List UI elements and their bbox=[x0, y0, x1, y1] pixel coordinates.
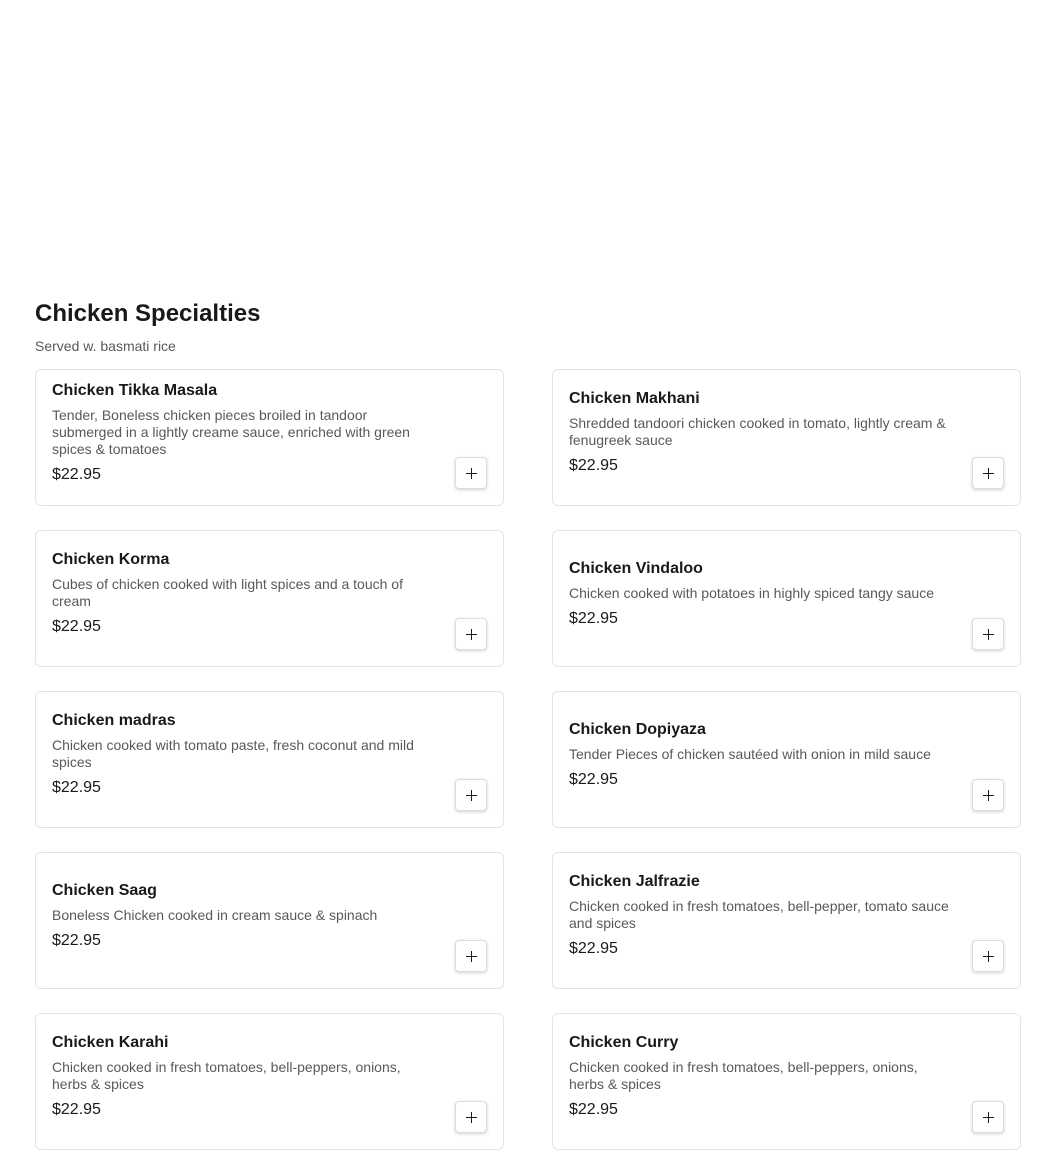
menu-item-description: Chicken cooked in fresh tomatoes, bell-pepper, tomato sauce and spices bbox=[569, 898, 949, 931]
menu-item-description: Chicken cooked with tomato paste, fresh coconut and mild spices bbox=[52, 737, 414, 770]
menu-item-card[interactable] bbox=[552, 691, 1021, 828]
menu-item-name: Chicken Tikka Masala bbox=[52, 381, 218, 399]
menu-item-price: $22.95 bbox=[52, 1101, 101, 1118]
menu-item-description: Tender Pieces of chicken sautéed with onion in mild sauce bbox=[569, 745, 931, 762]
add-item-button[interactable] bbox=[455, 618, 487, 650]
add-item-button[interactable] bbox=[455, 457, 487, 489]
menu-item-name: Chicken Makhani bbox=[569, 390, 700, 407]
menu-item-name: Chicken Dopiyaza bbox=[569, 720, 706, 738]
menu-item-name: Chicken Jalfrazie bbox=[569, 873, 700, 890]
plus-icon bbox=[466, 951, 477, 962]
menu-item-name: Chicken Vindaloo bbox=[569, 559, 703, 577]
add-item-button[interactable] bbox=[455, 1101, 487, 1133]
menu-item-price: $22.95 bbox=[52, 618, 101, 635]
menu-item-price: $22.95 bbox=[569, 609, 618, 627]
menu-item-description: Chicken cooked in fresh tomatoes, bell-peppers, onions, herbs & spices bbox=[52, 1059, 401, 1092]
plus-icon bbox=[466, 1112, 477, 1123]
menu-item-card[interactable] bbox=[35, 691, 504, 828]
menu-item-description: Chicken cooked in fresh tomatoes, bell-peppers, onions, herbs & spices bbox=[569, 1059, 918, 1092]
menu-item-card[interactable] bbox=[552, 852, 1021, 989]
menu-item-price: $22.95 bbox=[52, 931, 101, 949]
menu-item-card[interactable] bbox=[552, 1013, 1021, 1150]
menu-item-name: Chicken Karahi bbox=[52, 1034, 169, 1051]
plus-icon bbox=[983, 468, 994, 479]
plus-icon bbox=[983, 629, 994, 640]
section-subtitle: Served w. basmati rice bbox=[35, 338, 176, 354]
add-item-button[interactable] bbox=[972, 779, 1004, 811]
plus-icon bbox=[983, 951, 994, 962]
menu-item-card[interactable] bbox=[35, 852, 504, 989]
add-item-button[interactable] bbox=[455, 779, 487, 811]
menu-item-price: $22.95 bbox=[569, 940, 618, 957]
menu-item-description: Shredded tandoori chicken cooked in tomato, lightly cream & fenugreek sauce bbox=[569, 415, 946, 448]
menu-item-name: Chicken Saag bbox=[52, 881, 157, 899]
menu-item-grid bbox=[35, 369, 1021, 1150]
menu-item-price: $22.95 bbox=[52, 465, 101, 483]
menu-item-description: Cubes of chicken cooked with light spices and a touch of cream bbox=[52, 576, 403, 609]
plus-icon bbox=[983, 1112, 994, 1123]
plus-icon bbox=[466, 629, 477, 640]
menu-item-price: $22.95 bbox=[52, 779, 101, 796]
menu-item-description: Boneless Chicken cooked in cream sauce & spinach bbox=[52, 906, 378, 923]
menu-item-card[interactable] bbox=[552, 530, 1021, 667]
plus-icon bbox=[983, 790, 994, 801]
menu-item-price: $22.95 bbox=[569, 770, 618, 788]
menu-section-chicken-specialties bbox=[35, 296, 1021, 1118]
add-item-button[interactable] bbox=[972, 940, 1004, 972]
section-title: Chicken Specialties bbox=[35, 300, 261, 327]
menu-item-card[interactable] bbox=[552, 369, 1021, 506]
menu-item-description: Chicken cooked with potatoes in highly spiced tangy sauce bbox=[569, 584, 934, 601]
menu-item-card[interactable] bbox=[35, 369, 504, 506]
menu-item-name: Chicken Curry bbox=[569, 1034, 679, 1051]
plus-icon bbox=[466, 468, 477, 479]
add-item-button[interactable] bbox=[455, 940, 487, 972]
menu-item-card[interactable] bbox=[35, 1013, 504, 1150]
menu-item-name: Chicken Korma bbox=[52, 551, 170, 568]
add-item-button[interactable] bbox=[972, 1101, 1004, 1133]
add-item-button[interactable] bbox=[972, 618, 1004, 650]
menu-item-description: Tender, Boneless chicken pieces broiled in tandoor submerged in a lightly creame sauce, enriched with green spices & tomatoes bbox=[52, 406, 410, 457]
menu-item-name: Chicken madras bbox=[52, 712, 176, 729]
menu-item-price: $22.95 bbox=[569, 457, 618, 474]
add-item-button[interactable] bbox=[972, 457, 1004, 489]
menu-item-price: $22.95 bbox=[569, 1101, 618, 1118]
menu-item-card[interactable] bbox=[35, 530, 504, 667]
plus-icon bbox=[466, 790, 477, 801]
